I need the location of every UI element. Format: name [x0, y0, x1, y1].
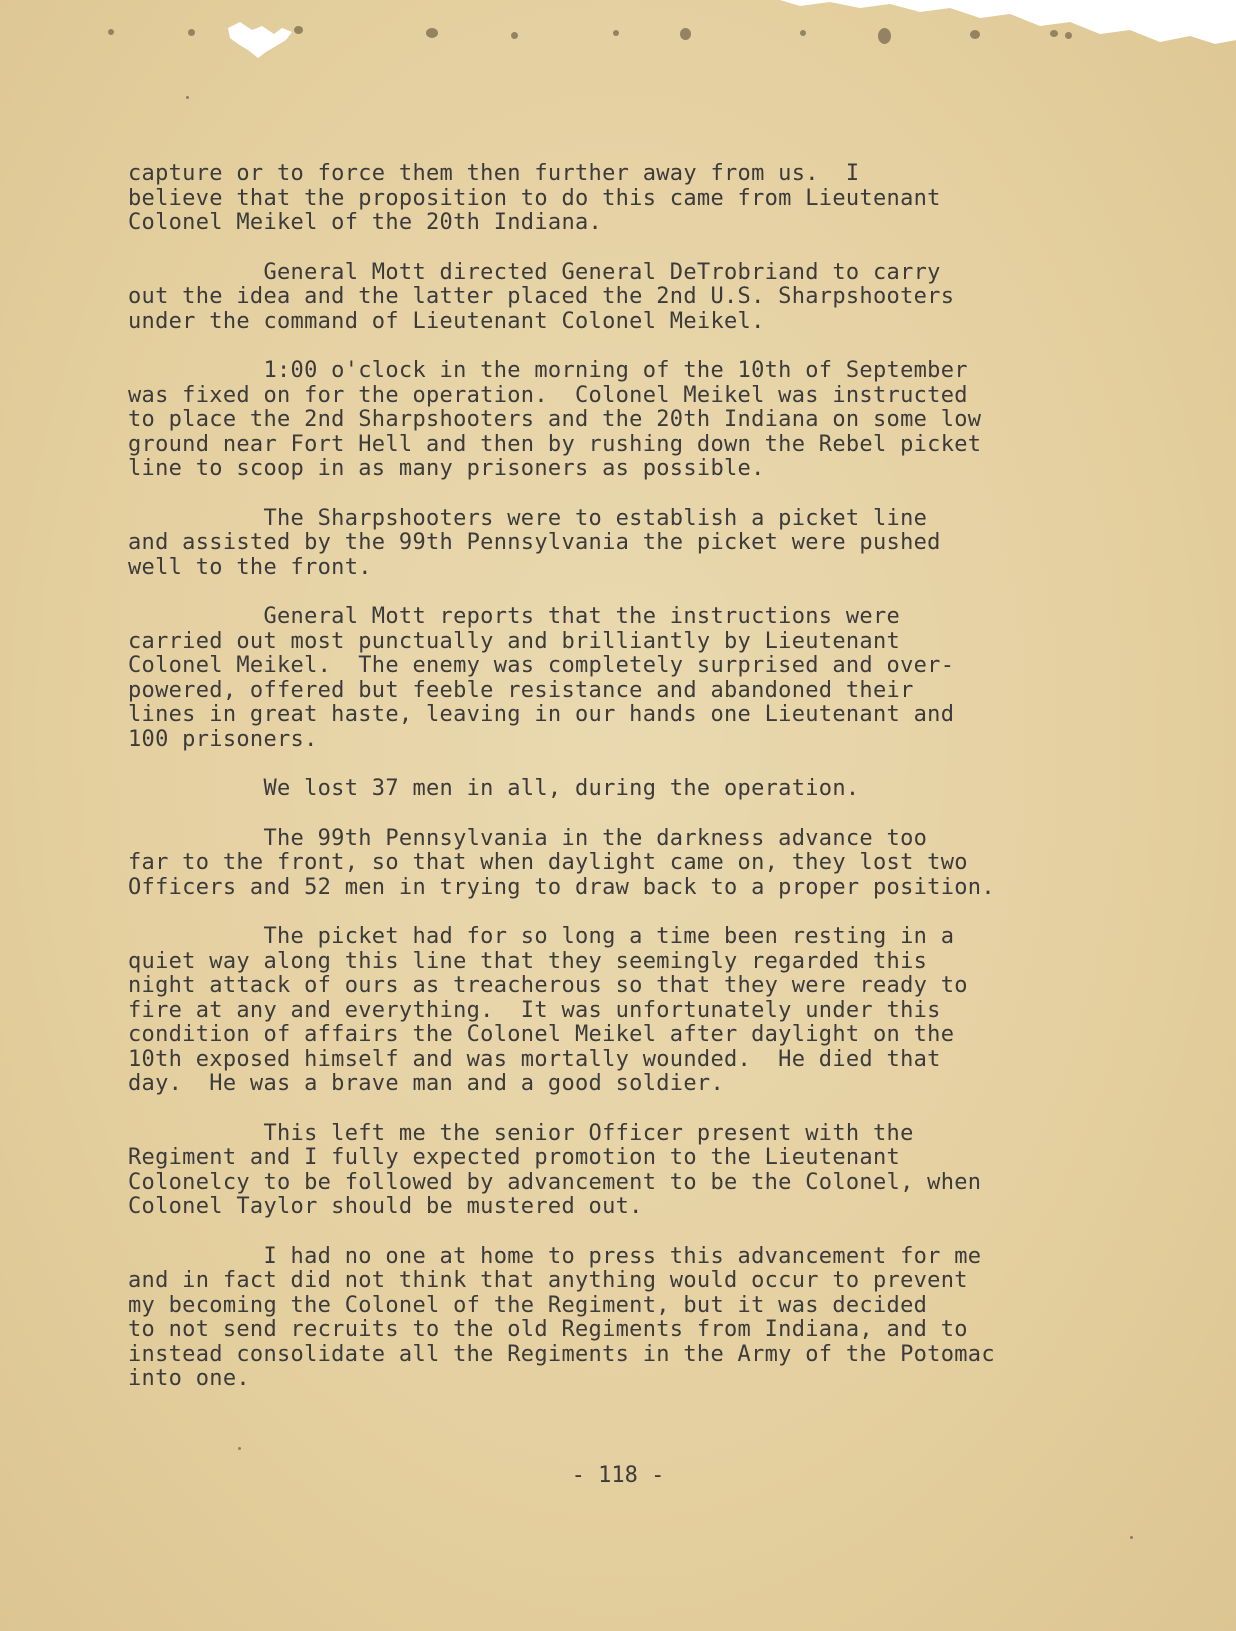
- text-line: and in fact did not think that anything would occur to prevent: [128, 1268, 968, 1293]
- text-line: quiet way along this line that they seemingly regarded this: [128, 948, 928, 974]
- punch-hole: [1065, 32, 1072, 39]
- text-line: The Sharpshooters were to establish a picket line: [128, 505, 928, 531]
- text-line: General Mott directed General DeTrobriand to carry: [128, 259, 941, 285]
- text-line: and assisted by the 99th Pennsylvania the picket were pushed: [128, 530, 941, 555]
- text-line: to not send recruits to the old Regiments from Indiana, and to: [128, 1317, 968, 1342]
- text-line: We lost 37 men in all, during the operation.: [128, 776, 860, 801]
- text-line: to place the 2nd Sharpshooters and the 20th Indiana on some low: [128, 407, 982, 432]
- punch-hole: [511, 32, 518, 39]
- text-line: capture or to force them then further away from us. I: [128, 161, 860, 186]
- paragraph: [128, 925, 1088, 1097]
- text-line: General Mott reports that the instructions were: [128, 604, 901, 629]
- paragraph: [128, 827, 1088, 901]
- paragraph: [128, 507, 1088, 581]
- text-line: condition of affairs the Colonel Meikel after daylight on the: [128, 1022, 955, 1047]
- paragraph: [128, 1122, 1088, 1220]
- text-line: Colonel Meikel of the 20th Indiana.: [128, 210, 603, 235]
- punch-hole: [426, 28, 438, 38]
- paper-speck: [1130, 1536, 1133, 1539]
- punch-hole: [188, 29, 195, 36]
- punch-hole: [680, 28, 691, 40]
- text-line: far to the front, so that when daylight came on, they lost two: [128, 850, 968, 875]
- body-text: [128, 162, 1088, 1417]
- text-line: 1:00 o'clock in the morning of the 10th of September: [128, 358, 968, 383]
- paragraph: [128, 359, 1088, 482]
- punch-hole: [800, 30, 806, 36]
- text-line: Colonel Taylor should be mustered out.: [128, 1194, 643, 1219]
- text-line: Colonelcy to be followed by advancement to be the Colonel, when: [128, 1169, 982, 1195]
- paragraph: [128, 605, 1088, 752]
- text-line: I had no one at home to press this advancement for me: [128, 1243, 982, 1269]
- punch-hole: [294, 26, 303, 34]
- text-line: my becoming the Colonel of the Regiment, but it was decided: [128, 1292, 928, 1318]
- text-line: 100 prisoners.: [128, 726, 318, 752]
- punch-hole: [970, 30, 980, 39]
- text-line: out the idea and the latter placed the 2nd U.S. Sharpshooters: [128, 284, 955, 309]
- paragraph: [128, 1245, 1088, 1392]
- text-line: The 99th Pennsylvania in the darkness advance too: [128, 825, 928, 851]
- text-line: line to scoop in as many prisoners as possible.: [128, 456, 765, 481]
- paragraph: [128, 777, 1088, 802]
- text-line: ground near Fort Hell and then by rushing down the Rebel picket: [128, 431, 982, 457]
- text-line: powered, offered but feeble resistance and abandoned their: [128, 677, 914, 703]
- text-line: under the command of Lieutenant Colonel Meikel.: [128, 308, 765, 334]
- text-line: into one.: [128, 1366, 250, 1391]
- text-line: fire at any and everything. It was unfortunately under this: [128, 997, 941, 1023]
- text-line: was fixed on for the operation. Colonel Meikel was instructed: [128, 382, 968, 408]
- paragraph: [128, 261, 1088, 335]
- text-line: Regiment and I fully expected promotion to the Lieutenant: [128, 1145, 901, 1170]
- text-line: Colonel Meikel. The enemy was completely surprised and over-: [128, 653, 955, 678]
- text-line: This left me the senior Officer present with the: [128, 1120, 914, 1146]
- punch-hole: [1050, 30, 1058, 37]
- text-line: instead consolidate all the Regiments in the Army of the Potomac: [128, 1341, 995, 1367]
- text-line: 10th exposed himself and was mortally wounded. He died that: [128, 1046, 941, 1072]
- paragraph: [128, 162, 1088, 236]
- paper-speck: [186, 96, 189, 99]
- text-line: The picket had for so long a time been resting in a: [128, 924, 955, 949]
- text-line: believe that the proposition to do this came from Lieutenant: [128, 185, 941, 211]
- punch-hole: [613, 30, 619, 36]
- text-line: carried out most punctually and brilliantly by Lieutenant: [128, 628, 901, 654]
- text-line: well to the front.: [128, 554, 372, 580]
- paper-speck: [238, 1447, 241, 1450]
- punch-hole: [878, 28, 891, 44]
- text-line: day. He was a brave man and a good soldier.: [128, 1071, 724, 1096]
- text-line: lines in great haste, leaving in our hands one Lieutenant and: [128, 702, 955, 727]
- text-line: night attack of ours as treacherous so that they were ready to: [128, 973, 968, 998]
- page-number: - 118 -: [571, 1463, 665, 1488]
- text-line: Officers and 52 men in trying to draw back to a proper position.: [128, 874, 995, 900]
- punch-hole: [108, 29, 114, 35]
